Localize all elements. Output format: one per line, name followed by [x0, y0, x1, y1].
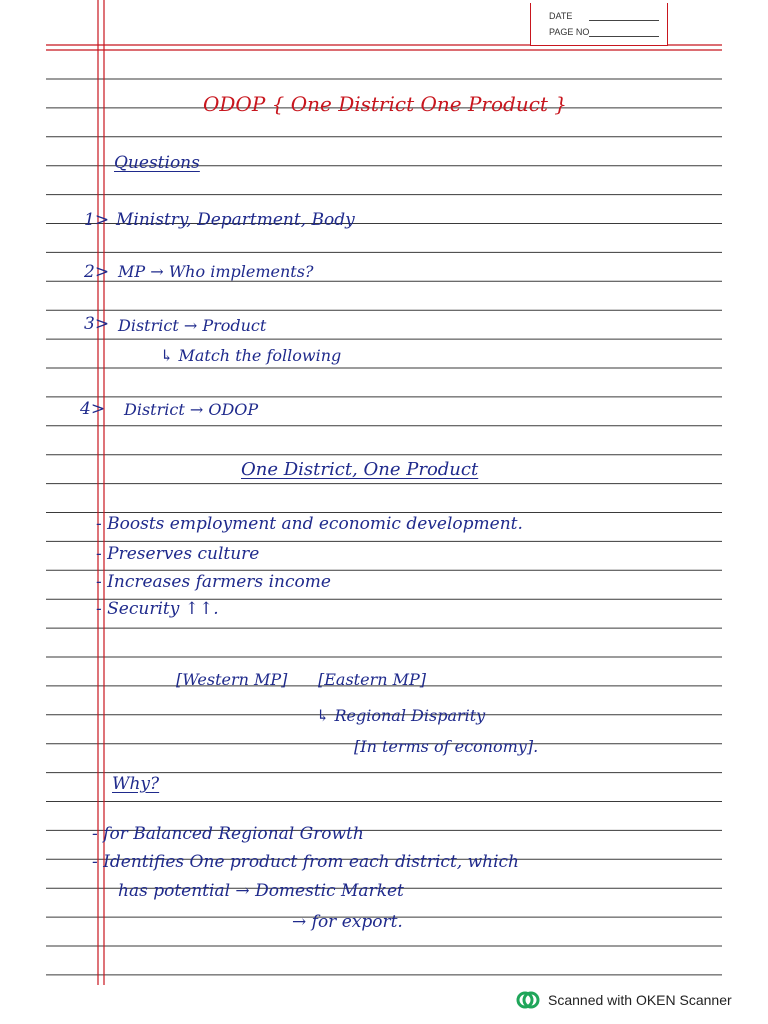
question-text: District → ODOP: [124, 400, 259, 419]
section-heading: One District, One Product: [241, 459, 479, 480]
bullet-text: Boosts employment and economic development.: [107, 514, 523, 534]
bullet-text: Increases farmers income: [107, 572, 331, 592]
scanner-watermark: [516, 988, 732, 1012]
why-text: Identifies One product from each district, which: [103, 852, 519, 872]
eastern-mp-label: [Eastern MP]: [318, 670, 426, 689]
page-title: ODOP { One District One Product }: [203, 92, 568, 116]
question-text: MP → Who implements?: [118, 262, 314, 281]
bullet-item: - Preserves culture: [96, 544, 260, 564]
date-page-box: [530, 3, 668, 46]
question-number: 4>: [80, 399, 106, 419]
question-number: 2>: [84, 262, 110, 282]
question-text: District → Product: [118, 316, 267, 335]
why-line: - Identifies One product from each district, which: [92, 852, 519, 872]
why-line: - for Balanced Regional Growth: [92, 824, 364, 844]
why-heading: Why?: [112, 774, 160, 794]
question-number: 1>: [84, 210, 110, 230]
why-text: for Balanced Regional Growth: [103, 824, 364, 844]
date-label: DATE: [549, 11, 573, 21]
questions-heading: Questions: [114, 153, 200, 173]
date-line: [589, 20, 659, 21]
page-no-line: [589, 36, 659, 37]
bullet-text: Security ↑↑.: [107, 599, 219, 619]
question-subtext: ↳ Match the following: [160, 346, 342, 365]
scanner-text: Scanned with OKEN Scanner: [548, 992, 732, 1008]
scanner-logo-icon: [516, 990, 542, 1010]
economy-note: [In terms of economy].: [354, 737, 539, 756]
bullet-item: - Increases farmers income: [96, 572, 331, 592]
bullet-item: - Security ↑↑.: [96, 599, 219, 619]
question-number: 3>: [84, 314, 110, 334]
why-text: → for export.: [292, 912, 403, 932]
regional-disparity-text: ↳ Regional Disparity: [316, 706, 486, 725]
bullet-item: - Boosts employment and economic development.: [96, 514, 523, 534]
western-mp-label: [Western MP]: [176, 670, 288, 689]
page-no-label: PAGE NO: [549, 27, 590, 37]
why-text: has potential → Domestic Market: [118, 881, 404, 901]
bullet-text: Preserves culture: [107, 544, 260, 564]
question-text: Ministry, Department, Body: [116, 210, 355, 230]
